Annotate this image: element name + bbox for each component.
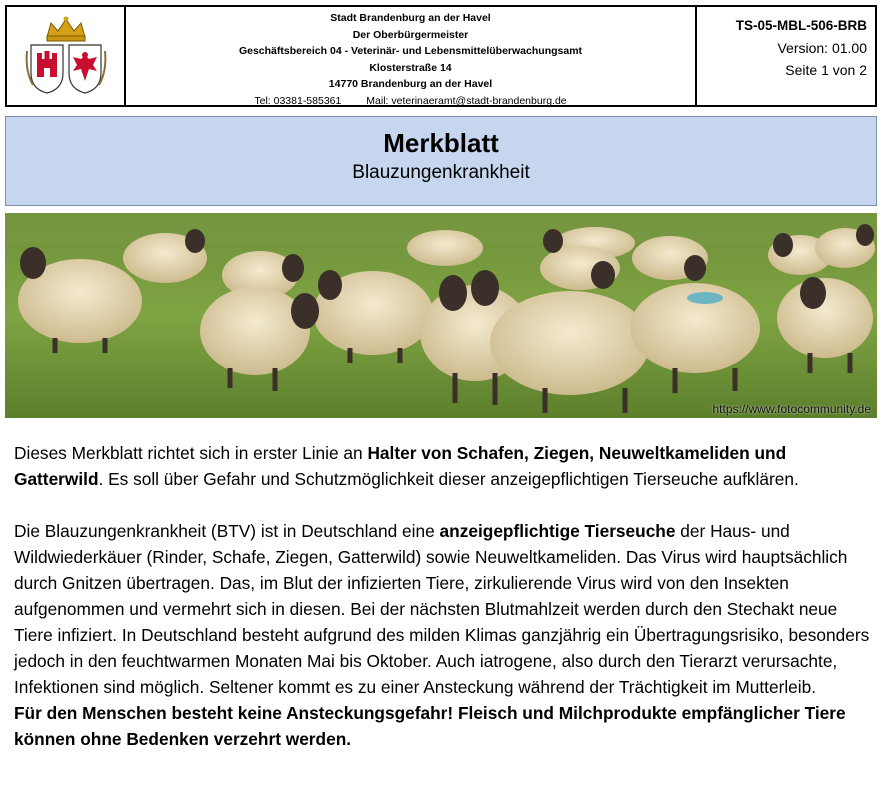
disease-text-end: der Haus- und Wildwiederkäuer (Rinder, Schafe, Ziegen, Gatterwild) sowie Neuweltkameliden. Das Virus wird hauptsächlich durch Gnitzen übertragen. Das, im Blut der infizierten Tiere, zirkulierende Virus wird von den Insekten aufgenommen und vermehrt sich in diesen. Bei der nächsten Blutmahlzeit werden durch den Stechakt neue Tiere infiziert. In Deutschland besteht aufgrund des milden Klimas ganzjährig ein Übertragungsrisiko, besonders jedoch in den feuchtwarmen Monaten Mai bis Oktober. Auch iatrogene, also durch den Tierarzt verursachte, Infektionen sind möglich. Seltener kommt es zu einer Ansteckung während der Trächtigkeit im Mutterleib.: [14, 521, 870, 697]
intro-text-end: . Es soll über Gefahr und Schutzmöglichkeit dieser anzeigepflichtigen Tierseuche aufklären.: [98, 469, 799, 489]
address-block: [126, 7, 697, 105]
body-text: [14, 440, 874, 752]
logo-cell: [7, 7, 126, 105]
phone-number: Tel: 03381-585361: [254, 94, 342, 107]
mail-address: Mail: veterinaeramt@stadt-brandenburg.de: [366, 94, 567, 107]
sheep-photo: [5, 213, 877, 418]
contact-line: [126, 93, 695, 110]
document-id: TS-05-MBL-506-BRB: [735, 18, 867, 33]
address-line: Stadt Brandenburg an der Havel: [330, 12, 491, 24]
intro-text: Dieses Merkblatt richtet sich in erster Linie an: [14, 443, 368, 463]
page-indicator: Seite 1 von 2: [785, 62, 867, 78]
document-info: [697, 7, 875, 105]
address-line: Geschäftsbereich 04 - Veterinär- und Lebensmittelüberwachungsamt: [238, 45, 583, 57]
coat-of-arms-icon: [23, 15, 109, 97]
disease-paragraph: [14, 518, 874, 700]
disease-text: Die Blauzungenkrankheit (BTV) ist in Deutschland eine: [14, 521, 440, 541]
disease-highlight: anzeigepflichtige Tierseuche: [439, 521, 676, 541]
human-safety-paragraph: [14, 700, 874, 752]
human-safety-text: Für den Menschen besteht keine Ansteckungsgefahr! Fleisch und Milchprodukte empfänglicher Tiere können ohne Bedenken verzehrt werden.: [14, 703, 846, 749]
address-line: Klosterstraße 14: [369, 61, 452, 74]
page-title: Merkblatt: [383, 128, 499, 158]
intro-highlight: Halter von Schafen, Ziegen, Neuweltkameliden und Gatterwild: [14, 443, 787, 489]
address-line: 14770 Brandenburg an der Havel: [328, 78, 493, 90]
document-version: Version: 01.00: [777, 40, 867, 56]
address-line: Der Oberbürgermeister: [352, 28, 469, 41]
document-header: [5, 5, 877, 107]
sheep-flock-image: [5, 213, 877, 418]
intro-paragraph: [14, 440, 874, 492]
title-box: [5, 116, 877, 206]
page-subtitle: Blauzungenkrankheit: [352, 162, 530, 183]
photo-credit: https://www.fotocommunity.de: [712, 402, 871, 416]
